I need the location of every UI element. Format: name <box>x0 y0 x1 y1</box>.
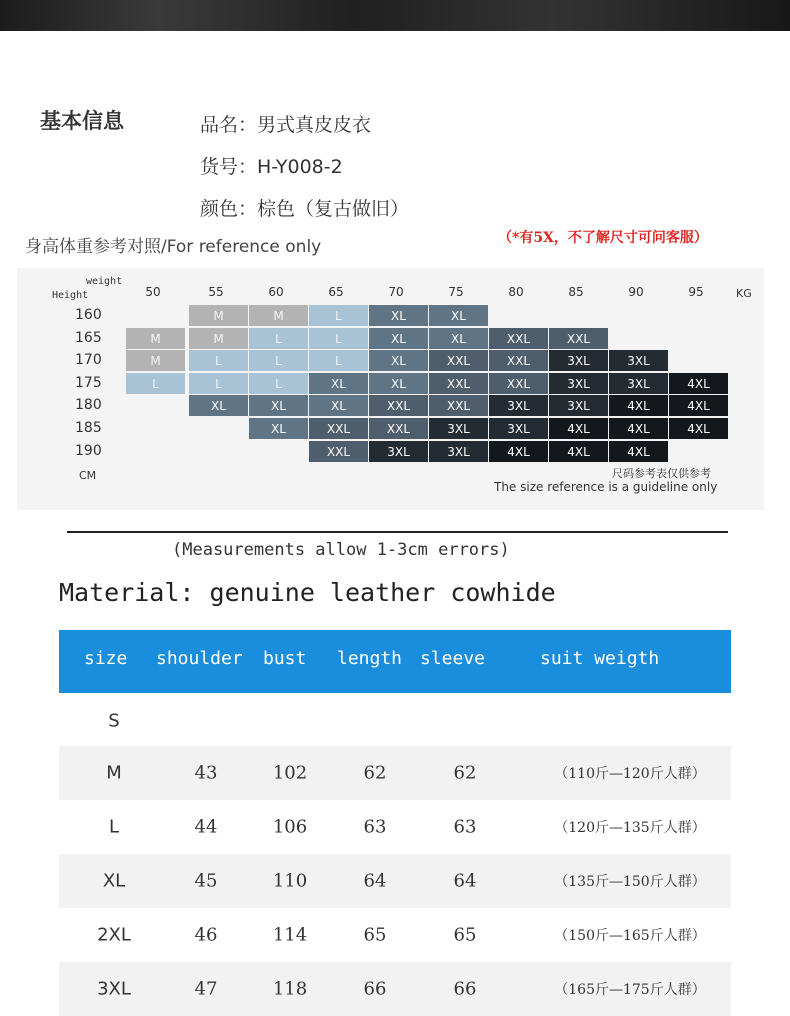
cell-sleeve: 65 <box>453 924 477 946</box>
basic-info-title: 基本信息 <box>40 109 124 133</box>
weight-tick: 90 <box>628 285 644 299</box>
cell-sleeve: 66 <box>453 978 477 1000</box>
size-cell: L <box>189 373 248 394</box>
cell-bust: 110 <box>272 870 308 892</box>
height-tick: 170 <box>75 352 102 368</box>
size-cell: 3XL <box>549 350 608 371</box>
size-cell: XL <box>369 350 428 371</box>
height-axis-label: Height <box>52 290 89 301</box>
cell-weight: （120斤—135斤人群） <box>554 820 706 836</box>
measurements-note: (Measurements allow 1-3cm errors) <box>172 540 510 560</box>
size-cell: 3XL <box>609 350 668 371</box>
size-cell: 4XL <box>669 418 728 439</box>
cell-bust: 118 <box>272 978 308 1000</box>
size-cell: 4XL <box>489 441 548 462</box>
size-cell: 3XL <box>369 441 428 462</box>
size-cell: L <box>126 373 185 394</box>
cell-bust: 114 <box>272 924 308 946</box>
size-cell: XL <box>429 328 488 349</box>
weight-tick: 60 <box>268 285 284 299</box>
size-cell: XL <box>429 305 488 326</box>
material-line: Material: genuine leather cowhide <box>59 578 556 607</box>
header-shoulder: shoulder <box>156 648 243 669</box>
weight-tick: 80 <box>508 285 524 299</box>
header-length: length <box>337 648 403 669</box>
weight-tick: 70 <box>388 285 404 299</box>
size-cell: L <box>309 328 368 349</box>
size-cell: XL <box>369 328 428 349</box>
size-cell: M <box>126 350 185 371</box>
size-cell: M <box>189 305 248 326</box>
weight-tick: 50 <box>145 285 161 299</box>
size-cell: XXL <box>429 350 488 371</box>
divider <box>67 531 728 533</box>
product-name: 品名：男式真皮皮衣 <box>200 114 372 136</box>
cell-shoulder: 46 <box>194 924 218 946</box>
size-cell: 4XL <box>549 418 608 439</box>
table-row <box>59 694 731 748</box>
weight-tick: 85 <box>568 285 584 299</box>
weight-tick: 65 <box>328 285 344 299</box>
cell-shoulder: 43 <box>194 762 218 784</box>
size-cell: 3XL <box>549 373 608 394</box>
cell-weight: （110斤—120斤人群） <box>554 766 706 782</box>
cell-sleeve: 62 <box>453 762 477 784</box>
height-tick: 190 <box>75 443 102 459</box>
cell-size: 3XL <box>97 978 131 1000</box>
size-cell: XXL <box>309 418 368 439</box>
size-cell: L <box>309 305 368 326</box>
table-row <box>59 854 731 908</box>
table-row <box>59 908 731 962</box>
cell-size: M <box>106 762 122 784</box>
size-cell: M <box>189 328 248 349</box>
weight-unit: KG <box>736 287 752 300</box>
cell-length: 65 <box>363 924 387 946</box>
guideline-note-zh: 尺码参考表仅供参考 <box>612 467 711 480</box>
height-tick: 175 <box>75 375 102 391</box>
size-cell: XXL <box>429 373 488 394</box>
table-row <box>59 962 731 1016</box>
cell-sleeve: 64 <box>453 870 477 892</box>
size-cell: XL <box>369 305 428 326</box>
size-cell: XL <box>249 418 308 439</box>
cell-bust: 102 <box>272 762 308 784</box>
reference-title: 身高体重参考对照/For reference only <box>25 237 322 257</box>
cell-size: L <box>108 816 120 838</box>
size-cell: XL <box>249 395 308 416</box>
size-cell: L <box>189 350 248 371</box>
size-cell: 4XL <box>609 418 668 439</box>
size-cell: 3XL <box>549 395 608 416</box>
size-cell: 4XL <box>549 441 608 462</box>
cell-weight: （135斤—150斤人群） <box>554 874 706 890</box>
size-cell: XL <box>189 395 248 416</box>
cell-weight: （150斤—165斤人群） <box>554 928 706 944</box>
cell-shoulder: 45 <box>194 870 218 892</box>
cell-shoulder: 44 <box>194 816 218 838</box>
height-unit: CM <box>79 469 97 482</box>
weight-tick: 95 <box>688 285 704 299</box>
size-cell: XXL <box>309 441 368 462</box>
size-cell: XXL <box>489 350 548 371</box>
reference-note: （*有5X，不了解尺寸可问客服） <box>498 230 708 246</box>
cell-bust: 106 <box>272 816 308 838</box>
size-cell: M <box>126 328 185 349</box>
weight-tick: 75 <box>448 285 464 299</box>
size-cell: 4XL <box>609 441 668 462</box>
table-row <box>59 800 731 854</box>
cell-length: 63 <box>363 816 387 838</box>
product-color: 颜色：棕色（复古做旧） <box>200 198 410 220</box>
guideline-note-en: The size reference is a guideline only <box>494 480 718 494</box>
cell-size: S <box>108 710 120 732</box>
cell-sleeve: 63 <box>453 816 477 838</box>
item-number: 货号：H-Y008-2 <box>200 156 343 178</box>
header-bust: bust <box>263 648 307 669</box>
size-cell: L <box>249 373 308 394</box>
size-cell: 3XL <box>489 395 548 416</box>
size-cell: XXL <box>429 395 488 416</box>
height-tick: 160 <box>75 307 102 323</box>
size-cell: XXL <box>489 373 548 394</box>
size-cell: L <box>309 350 368 371</box>
size-cell: 3XL <box>429 441 488 462</box>
cell-length: 64 <box>363 870 387 892</box>
size-cell: 4XL <box>609 395 668 416</box>
cell-size: XL <box>102 870 126 892</box>
header-sleeve: sleeve <box>420 648 486 669</box>
size-cell: 3XL <box>429 418 488 439</box>
size-cell: XL <box>369 373 428 394</box>
height-tick: 180 <box>75 397 102 413</box>
size-cell: 4XL <box>669 373 728 394</box>
size-cell: L <box>249 350 308 371</box>
cell-size: 2XL <box>97 924 131 946</box>
height-tick: 165 <box>75 330 102 346</box>
size-cell: L <box>249 328 308 349</box>
size-cell: XL <box>309 373 368 394</box>
cell-length: 62 <box>363 762 387 784</box>
cell-shoulder: 47 <box>194 978 218 1000</box>
cell-length: 66 <box>363 978 387 1000</box>
size-cell: XXL <box>369 395 428 416</box>
size-cell: 4XL <box>669 395 728 416</box>
weight-axis-label: weight <box>86 276 123 287</box>
size-cell: XXL <box>549 328 608 349</box>
size-cell: 3XL <box>489 418 548 439</box>
weight-tick: 55 <box>208 285 224 299</box>
table-row <box>59 746 731 800</box>
header-weight: suit weigth <box>540 648 660 669</box>
header-size: size <box>84 648 128 669</box>
size-cell: 3XL <box>609 373 668 394</box>
size-cell: XXL <box>369 418 428 439</box>
size-cell: M <box>249 305 308 326</box>
cell-weight: （165斤—175斤人群） <box>554 982 706 998</box>
height-tick: 185 <box>75 420 102 436</box>
size-cell: XL <box>309 395 368 416</box>
top-banner <box>0 0 790 31</box>
size-cell: XXL <box>489 328 548 349</box>
